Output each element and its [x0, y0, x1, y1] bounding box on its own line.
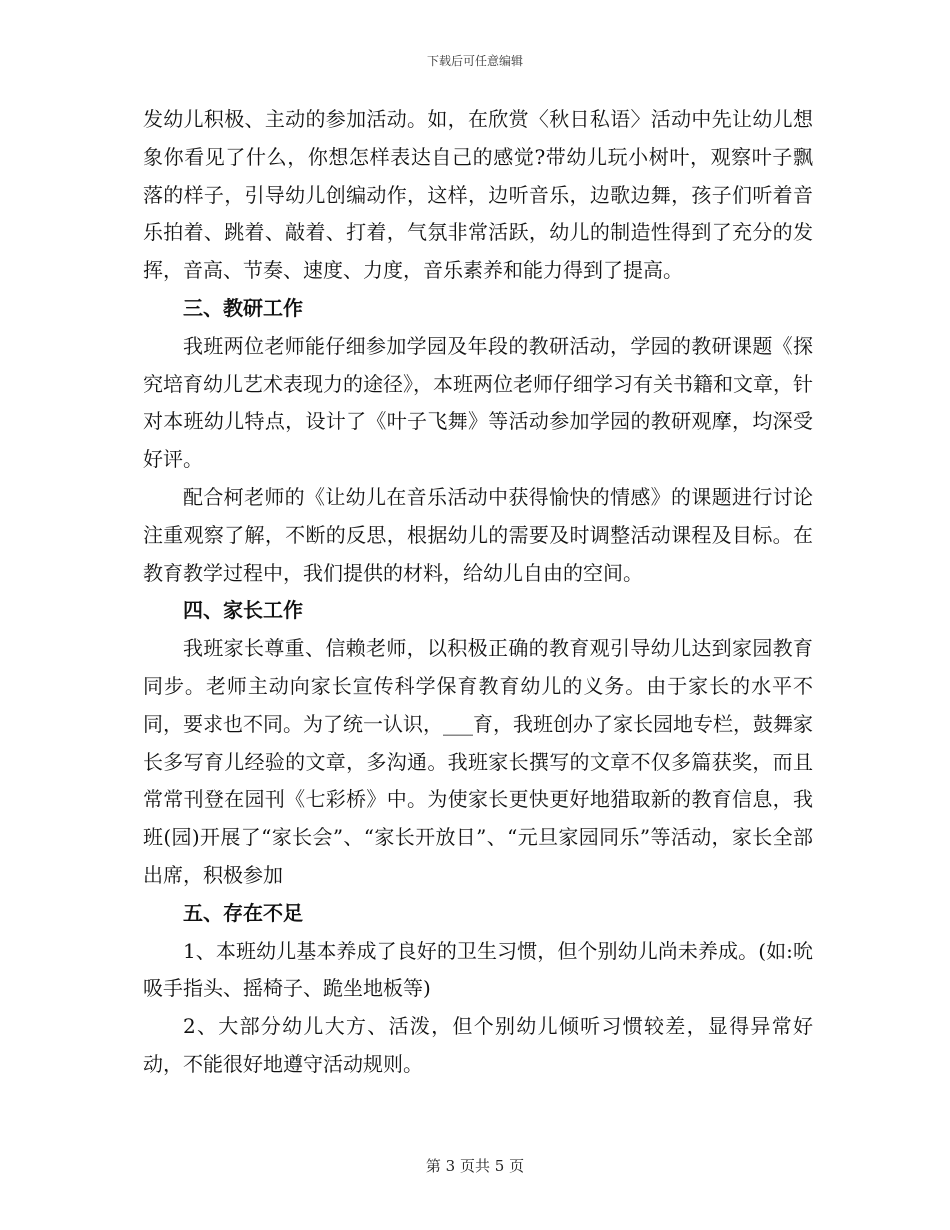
paragraph-shortcoming-2: 2、大部分幼儿大方、活泼，但个别幼儿倾听习惯较差，显得异常好动，不能很好地遵守活动规则。 [143, 1014, 813, 1076]
paragraph-teaching-research-1: 我班两位老师能仔细参加学园及年段的教研活动，学园的教研课题《探究培育幼儿艺术表现力的途径》，本班两位老师仔细学习有关书籍和文章，针对本班幼儿特点，设计了《叶子飞舞》等活动参加学园的教研观摩，均深受好评。 [143, 333, 813, 472]
paragraph-teaching-research-2: 配合柯老师的《让幼儿在音乐活动中获得愉快的情感》的课题进行讨论注重观察了解，不断的反思，根据幼儿的需要及时调整活动课程及目标。在教育教学过程中，我们提供的材料，给幼儿自由的空间。 [143, 484, 813, 585]
paragraph-parent-work: 我班家长尊重、信赖老师，以积极正确的教育观引导幼儿达到家园教育同步。老师主动向家长宣传科学保育教育幼儿的义务。由于家长的水平不同，要求也不同。为了统一认识，___育，我班创办了家长园地专栏，鼓舞家长多写育儿经验的文章，多沟通。我班家长撰写的文章不仅多篇获奖，而且常常刊登在园刊《七彩桥》中。为使家长更快更好地猎取新的教育信息，我班(园)开展了“家长会”、“家长开放日”、“元旦家园同乐”等活动，家长全部出席，积极参加 [143, 636, 813, 887]
page-header: 下载后可任意编辑 [426, 54, 523, 68]
section-heading-shortcomings: 五、存在不足 [183, 900, 303, 925]
section-heading-parent-work: 四、家长工作 [183, 598, 303, 623]
page-number: 第 3 页共 5 页 [425, 1157, 525, 1175]
document-body [143, 101, 813, 1084]
paragraph-shortcoming-1: 1、本班幼儿基本养成了良好的卫生习惯，但个别幼儿尚未养成。(如:吮吸手指头、摇椅子、跪坐地板等) [143, 938, 813, 1001]
section-heading-teaching-research: 三、教研工作 [183, 295, 303, 320]
paragraph-continuation: 发幼儿积极、主动的参加活动。如，在欣赏〈秋日私语〉活动中先让幼儿想象你看见了什么，你想怎样表达自己的感觉?带幼儿玩小树叶，观察叶子飘落的样子，引导幼儿创编动作，这样，边听音乐，边歌边舞，孩子们听着音乐拍着、跳着、敲着、打着，气氛非常活跃，幼儿的制造性得到了充分的发挥，音高、节奏、速度、力度，音乐素养和能力得到了提高。 [143, 107, 813, 283]
